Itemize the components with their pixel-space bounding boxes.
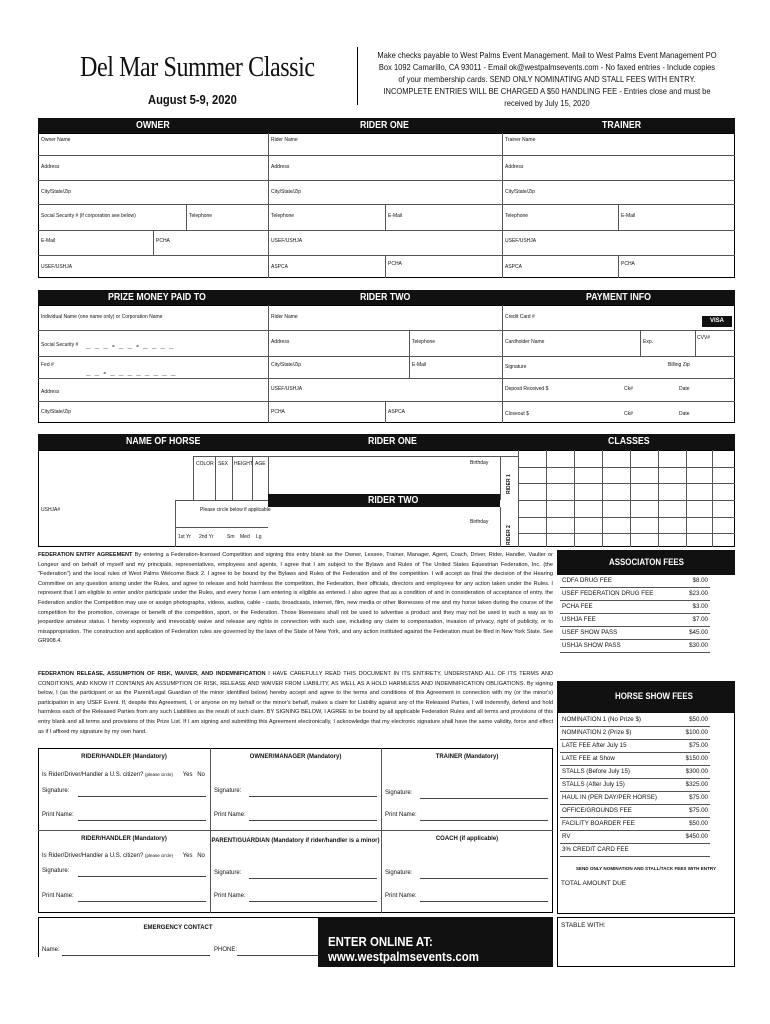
- association-fees-bar: [557, 550, 735, 575]
- emergency-name-label[interactable]: Name:: [42, 947, 60, 953]
- fee-name: STALLS (After July 15): [562, 781, 625, 788]
- trainer-name-field[interactable]: Trainer Name: [505, 137, 536, 143]
- closeout-field[interactable]: Closeout $: [505, 411, 529, 417]
- horse-sex-field[interactable]: SEX: [218, 461, 229, 467]
- rider2-email-field[interactable]: E-Mail: [412, 362, 427, 368]
- rider2-tag: RIDER 2: [506, 525, 512, 545]
- deposit-field[interactable]: Deposit Received $: [505, 386, 549, 392]
- fee-name: CDFA DRUG FEE: [562, 577, 612, 584]
- deposit-date-field[interactable]: Date: [679, 386, 690, 392]
- owner-pcha-field[interactable]: PCHA: [156, 238, 170, 244]
- trainer-address-field[interactable]: Address: [505, 164, 524, 170]
- enter-online-banner[interactable]: [318, 917, 553, 967]
- association-fees-title: ASSOCIATON FEES: [609, 557, 684, 567]
- rider2-city-field[interactable]: City/State/Zip: [271, 362, 302, 368]
- individual-name-field[interactable]: Individual Name (one name only) or Corporation Name: [41, 314, 163, 320]
- fee-name: USHJA SHOW PASS: [562, 642, 621, 649]
- cvv-field[interactable]: CVV#: [697, 335, 711, 341]
- trainer-heading: TRAINER (Mandatory): [435, 754, 499, 760]
- fee-name: USEF FEDERATION DRUG FEE: [562, 590, 654, 597]
- rider-aspca-field[interactable]: ASPCA: [271, 264, 288, 270]
- prize-address-field[interactable]: Address: [41, 389, 60, 395]
- trainer-telephone-field[interactable]: Telephone: [505, 213, 529, 219]
- header-divider: [357, 47, 358, 105]
- rider-usef-field[interactable]: USEF/USHJA: [271, 238, 303, 244]
- horse-height-field[interactable]: HEIGHT: [234, 461, 253, 467]
- rider-address-field[interactable]: Address: [271, 164, 290, 170]
- fee-name: OFFICE/GROUNDS FEE: [562, 807, 632, 814]
- owner-manager-heading: OWNER/MANAGER (Mandatory): [249, 754, 342, 760]
- rider-print-label[interactable]: Print Name:: [42, 812, 74, 818]
- fee-amount: $75.00: [689, 742, 708, 749]
- cc-signature-field[interactable]: Signature: [505, 364, 527, 370]
- trainer-pcha-field[interactable]: PCHA: [621, 261, 635, 267]
- rider1-birthday[interactable]: Birthday: [470, 460, 489, 466]
- parent-guardian-heading: PARENT/GUARDIAN (Mandatory if rider/handler is a minor): [211, 838, 380, 844]
- citizen-question-1: Is Rider/Driver/Handler a U.S. citizen? (please circle) Yes No: [42, 772, 205, 778]
- entry-instructions: Make checks payable to West Palms Event Management. Mail to West Palms Event Management PO Box 1092 Camarillo, CA 93011 - Email ok@westpalmsevents.com - No faxed entries - Include copies of your membership cards. SEND ONLY NOMINATING AND STALL FEES WITH ENTRY. INCOMPLETE ENTRIES WILL BE CHARGED A $50 HANDLING FEE - Entries close and must be received by July 15, 2020: [377, 51, 717, 109]
- send-only-note: SEND ONLY NOMINATION AND STALL/TACK FEES WITH ENTRY: [575, 866, 717, 871]
- owner-print-label[interactable]: Print Name:: [214, 812, 246, 818]
- fee-amount: $450.00: [685, 833, 708, 840]
- fee-amount: $3.00: [692, 603, 708, 610]
- horse-age-field[interactable]: AGE: [255, 461, 266, 467]
- rider1-tag: RIDER 1: [506, 474, 512, 494]
- fee-name: USEF SHOW PASS: [562, 629, 618, 636]
- fee-name: PCHA FEE: [562, 603, 593, 610]
- rider2-aspca-field[interactable]: ASPCA: [388, 409, 405, 415]
- coach-signature-label[interactable]: Signature:: [385, 870, 413, 876]
- fee-name: LATE FEE at Show: [562, 755, 615, 762]
- horse-show-fees-title: HORSE SHOW FEES: [615, 691, 693, 701]
- owner-name-field[interactable]: Owner Name: [41, 137, 71, 143]
- trainer-email-field[interactable]: E-Mail: [621, 213, 636, 219]
- horse-show-fees-bar: [557, 681, 735, 713]
- section-bar-owner-rider-trainer: [38, 118, 735, 133]
- option-1st-yr[interactable]: 1st Yr: [178, 534, 191, 540]
- association-fee-row: [560, 640, 710, 653]
- fee-amount: $150.00: [685, 755, 708, 762]
- fee-amount: $50.00: [689, 716, 708, 723]
- emergency-contact-heading: EMERGENCY CONTACT: [143, 925, 213, 931]
- fed-dashes: _ _ - _ _ _ _ _ _ _ _: [86, 368, 177, 377]
- rider2-birthday[interactable]: Birthday: [470, 519, 489, 525]
- rider-city-field[interactable]: City/State/Zip: [271, 189, 302, 195]
- association-fee-row: [560, 575, 710, 588]
- ushja-number-field[interactable]: USHJA#: [41, 507, 61, 513]
- ssn-dashes: _ _ _ - _ _ - _ _ _ _: [86, 341, 175, 350]
- release-agreement: FEDERATION RELEASE, ASSUMPTION OF RISK, WAIVER, AND INDEMNIFICATION I HAVE CAREFULLY READ THIS DOCUMENT IN ITS ENTIRETY, UNDERSTAND ALL OF ITS TERMS AND CONDITIONS, AND KNOW IT CONTAINS AN ASSUMPTION OF RISK, RELEASE AND WAIVER FROM LIABILITY, AS WELL AS A HOLD HARMLESS AND INDEMNIFICATION OBLIGATIONS. By signing below, I (as the participant or as the Parent/Legal Guardian of the minor identified below) hereby accept and agree to the terms and conditions of this Agreement in connection with my (or the minor's) participation in any USEF Event. If, despite this Agreement, I, or anyone on my behalf or the minor's behalf, makes a claim for Liability against any of the Released Parties, I will indemnify, defend and hold harmless each of the Released Parties from any such Liabilities as the result of such claim. BY SIGNING BELOW, I AGREE to be bound by all applicable Federation Rules and all terms and provisions of this entry blank and all terms and provisions of this Prize List. If I am signing and submitting this Agreement electronically, I acknowledge that my electronic signature shall have the same validity, force and effect as if I affixed my signature by my own hand.: [38, 671, 553, 735]
- section-rider-two: RIDER TWO: [360, 292, 411, 303]
- visa-icon: VISA: [702, 316, 732, 327]
- prize-city-field[interactable]: City/State/Zip: [41, 409, 72, 415]
- trainer-signature-label[interactable]: Signature:: [385, 790, 413, 796]
- closeout-ck-field[interactable]: Ck#: [624, 411, 633, 417]
- stable-with-label[interactable]: STABLE WITH:: [561, 922, 606, 929]
- fee-amount: $75.00: [689, 794, 708, 801]
- owner-usef-field[interactable]: USEF/USHJA: [41, 264, 73, 270]
- coach-heading: COACH (if applicable): [435, 836, 499, 842]
- fee-amount: $30.00: [689, 642, 708, 649]
- section-horse: NAME OF HORSE: [126, 436, 201, 447]
- fed-field[interactable]: Fed #: [41, 362, 54, 368]
- rider-name-field[interactable]: Rider Name: [271, 137, 298, 143]
- exp-field[interactable]: Exp.: [643, 339, 654, 345]
- owner-ssn-field[interactable]: Social Security # (if corporation see below): [41, 213, 136, 219]
- rider-telephone-field[interactable]: Telephone: [271, 213, 295, 219]
- fee-name: LATE FEE After July 15: [562, 742, 627, 749]
- fee-name: RV: [562, 833, 571, 840]
- section-trainer: TRAINER: [602, 120, 642, 131]
- trainer-aspca-field[interactable]: ASPCA: [505, 264, 522, 270]
- rider2-telephone-field[interactable]: Telephone: [412, 339, 436, 345]
- closeout-date-field[interactable]: Date: [679, 411, 690, 417]
- fee-amount: $45.00: [689, 629, 708, 636]
- fee-amount: $100.00: [685, 729, 708, 736]
- rider2-address-field[interactable]: Address: [271, 339, 290, 345]
- emergency-phone-label[interactable]: PHONE:: [214, 947, 238, 953]
- rider-signature-label[interactable]: Signature:: [42, 788, 70, 794]
- rider2-signature-label[interactable]: Signature:: [42, 868, 70, 874]
- owner-telephone-field[interactable]: Telephone: [189, 213, 213, 219]
- trainer-city-field[interactable]: City/State/Zip: [505, 189, 536, 195]
- association-fee-row: [560, 614, 710, 627]
- section-rider-one-horse: RIDER ONE: [368, 436, 417, 447]
- fee-name: NOMINATION 2 (Prize $): [562, 729, 632, 736]
- entry-agreement: FEDERATION ENTRY AGREEMENT By entering a Federation-licensed Competition and signing this entry blank as the Owner, Lessee, Trainer, Manager, Agent, Coach, Driver, Rider, Handler, Vaulter or Longeur and on behalf of myself and my principals, representatives, employees and agents, I agree that I am subject to the Bylaws and Rules of The United States Equestrian Federation, Inc. (the "Federation") and the local rules of West Palms Welcome Back 2. I agree to be bound by the Bylaws and Rules of the Federation and of the competition. I will accept as final the decision of the Hearing Committee on any question arising under the Rules, and agree to release and hold harmless the competition, the Federation, their officials, directors and employees for any action taken under the Rules. I represent that I am eligible to enter and/or participate under the Rules, and every horse I am entering is eligible as entered. I also agree that as a condition of and in consideration of acceptance of entry, the Federation and/or the Competition may use or assign photographs, videos, audios, cable - casts, broadcasts, internet, film, new media or other likenesses of me and my horse taken during the course of the competition for the promotion, coverage or benefit of the competition, sport, or the Federation. Those likenesses shall not be used to advertise a product and they may not be used in such a way as to jeopardize amateur status. I hereby expressly and irrevocably waive and release any rights in connection with such use, including any claim to compensation, invasion of privacy, right of publicity, or to misappropriation. The construction and application of Federation rules are governed by the laws of the State of New York, and any action instituted against the Federation must be filed in New York State. See GR908.4.: [38, 552, 553, 645]
- parent-print-label[interactable]: Print Name:: [214, 893, 246, 899]
- rider2-usef-field[interactable]: USEF/USHJA: [271, 386, 303, 392]
- fee-amount: $23.00: [689, 590, 708, 597]
- circle-instruction: Please circle below if applicable: [200, 507, 271, 513]
- fee-name: USHJA FEE: [562, 616, 596, 623]
- option-2nd-yr[interactable]: 2nd Yr: [199, 534, 214, 540]
- fee-name: 3% CREDIT CARD FEE: [562, 846, 629, 853]
- parent-signature-label[interactable]: Signature:: [214, 870, 242, 876]
- rider2-print-label[interactable]: Print Name:: [42, 893, 74, 899]
- rider2-pcha-field[interactable]: PCHA: [271, 409, 285, 415]
- fee-amount: $300.00: [685, 768, 708, 775]
- total-amount-label: TOTAL AMOUNT DUE: [561, 880, 627, 887]
- fee-name: NOMINATION 1 (No Prize $): [562, 716, 641, 723]
- section-classes: CLASSES: [608, 436, 650, 447]
- fee-name: HAUL IN (PER DAY/PER HORSE): [562, 794, 657, 801]
- section-bar-horse-classes: [38, 434, 735, 450]
- owner-address-field[interactable]: Address: [41, 164, 60, 170]
- section-payment: PAYMENT INFO: [586, 292, 652, 303]
- trainer-usef-field[interactable]: USEF/USHJA: [505, 238, 537, 244]
- association-fee-row: [560, 627, 710, 640]
- owner-city-field[interactable]: City/State/Zip: [41, 189, 72, 195]
- section-rider-one: RIDER ONE: [360, 120, 409, 131]
- section-prize: PRIZE MONEY PAID TO: [108, 292, 206, 303]
- rider-handler-heading: RIDER/HANDLER (Mandatory): [81, 754, 167, 760]
- fee-name: FACILITY BOARDER FEE: [562, 820, 635, 827]
- fee-amount: $75.00: [689, 807, 708, 814]
- owner-email-field[interactable]: E-Mail: [41, 238, 56, 244]
- enter-online-text[interactable]: ENTER ONLINE AT: www.westpalmsevents.com: [328, 934, 479, 964]
- rider-two-horse-label: RIDER TWO: [368, 495, 419, 506]
- rider-handler-heading-2: RIDER/HANDLER (Mandatory): [81, 836, 167, 842]
- billing-zip-field[interactable]: Billing Zip: [668, 362, 690, 368]
- option-sm[interactable]: Sm: [227, 534, 235, 540]
- ssn-field[interactable]: Social Security #: [41, 342, 79, 348]
- page-title: Del Mar Summer Classic: [80, 52, 315, 83]
- cardholder-field[interactable]: Cardholder Name: [505, 339, 545, 345]
- prize-payment-grid: [38, 305, 735, 423]
- fee-amount: $7.00: [692, 616, 708, 623]
- event-dates: August 5-9, 2020: [148, 92, 237, 107]
- horse-color-field[interactable]: COLOR: [196, 461, 214, 467]
- association-fee-row: [560, 601, 710, 614]
- option-med[interactable]: Med: [240, 534, 250, 540]
- trainer-print-label[interactable]: Print Name:: [385, 812, 417, 818]
- option-lg[interactable]: Lg: [256, 534, 262, 540]
- section-owner: OWNER: [136, 120, 170, 131]
- fee-amount: $50.00: [689, 820, 708, 827]
- credit-card-field[interactable]: Credit Card #: [505, 314, 535, 320]
- rider-pcha-field[interactable]: PCHA: [388, 261, 402, 267]
- coach-print-label[interactable]: Print Name:: [385, 893, 417, 899]
- rider-two-horse-bar: [268, 494, 500, 507]
- association-fee-row: [560, 588, 710, 601]
- fee-amount: $8.00: [692, 577, 708, 584]
- citizen-question-2: Is Rider/Driver/Handler a U.S. citizen? (please circle) Yes No: [42, 853, 205, 859]
- fee-amount: $325.00: [685, 781, 708, 788]
- owner-signature-label[interactable]: Signature:: [214, 788, 242, 794]
- section-bar-prize-rider-payment: [38, 290, 735, 305]
- rider-email-field[interactable]: E-Mail: [388, 213, 403, 219]
- deposit-ck-field[interactable]: Ck#: [624, 386, 633, 392]
- rider2-name-field[interactable]: Rider Name: [271, 314, 298, 320]
- fee-name: STALLS (Before July 15): [562, 768, 630, 775]
